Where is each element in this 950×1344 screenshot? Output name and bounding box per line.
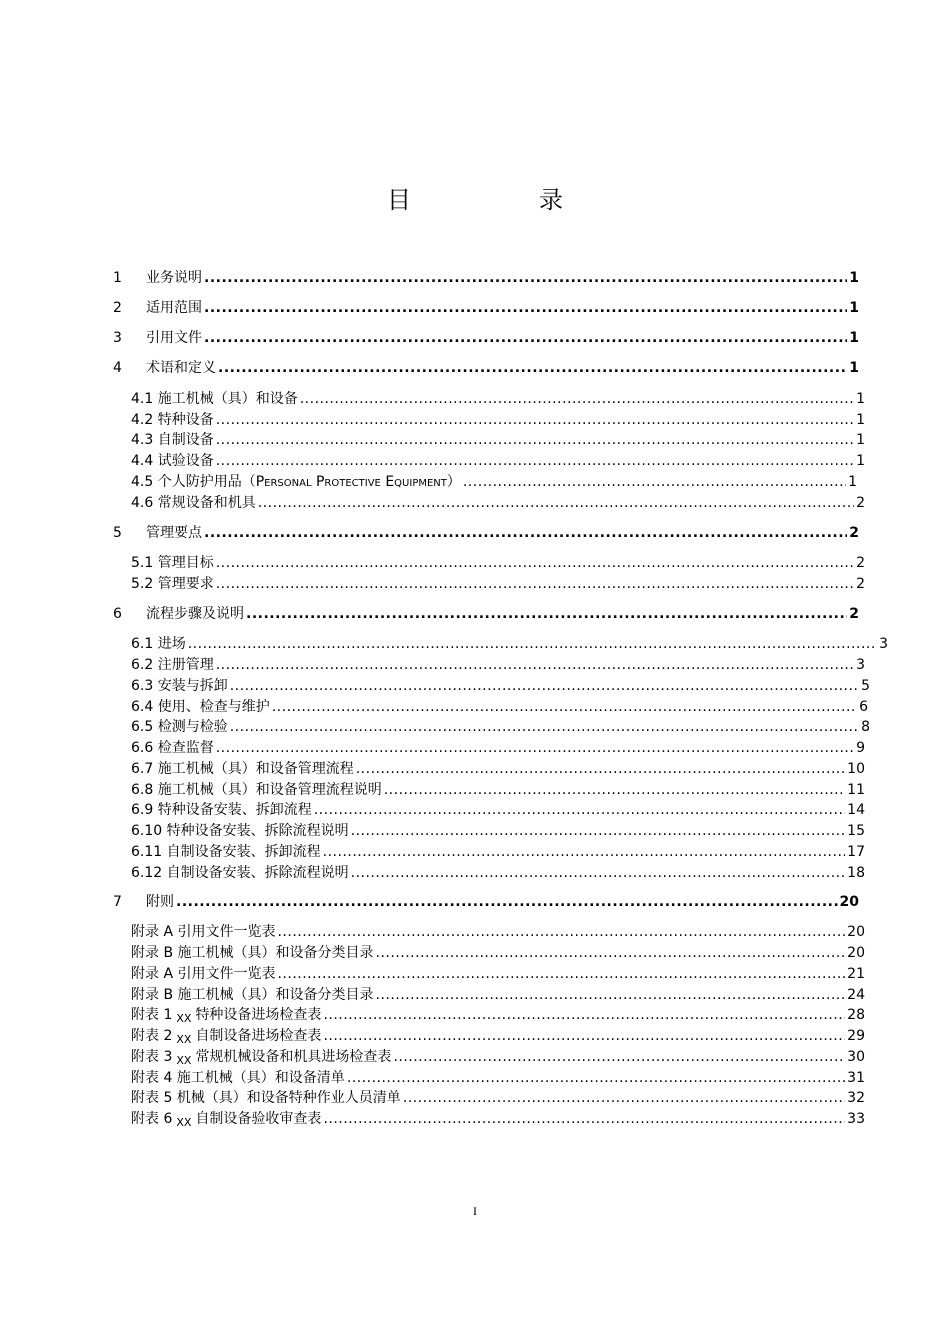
toc-entry-6-8[interactable] [131, 779, 865, 799]
toc-label: 流程步骤及说明 [146, 606, 244, 622]
toc-label: 4.6 常规设备和机具 [131, 495, 256, 511]
toc-leader [351, 865, 846, 881]
toc-leader [384, 782, 845, 798]
toc-leader [323, 1111, 845, 1127]
toc-label [131, 1108, 321, 1129]
toc-entry-6-5[interactable] [131, 716, 870, 736]
toc-page-number: 1 [856, 412, 865, 428]
toc-leader [204, 270, 847, 286]
toc-number: 2 [113, 300, 122, 316]
toc-label: 管理要点 [146, 525, 202, 541]
toc-page-number: 2 [856, 495, 865, 511]
toc-page-number: 1 [856, 432, 865, 448]
toc-entry-2[interactable] [113, 297, 859, 317]
toc-entry-6-4[interactable] [131, 696, 868, 716]
page-title: 目 录 [387, 186, 615, 214]
toc-label: 附则 [146, 894, 174, 910]
toc-number: 6 [113, 606, 122, 622]
toc-entry-appendix-b-2[interactable] [131, 984, 865, 1004]
toc-label-placeholder: XX [176, 1054, 192, 1067]
toc-page-number: 2 [856, 576, 865, 592]
toc-page-number: 2 [856, 555, 865, 571]
toc-entry-6-7[interactable] [131, 758, 865, 778]
toc-label-placeholder: XX [176, 1033, 192, 1046]
toc-label-english: Personal Protective Equipment [255, 474, 447, 490]
toc-leader [300, 391, 854, 407]
toc-entry-6-11[interactable] [131, 841, 865, 861]
toc-leader [323, 1028, 845, 1044]
toc-label: 6.4 使用、检查与维护 [131, 699, 270, 715]
toc-page-number: 24 [847, 987, 865, 1003]
toc-label: 4.4 试验设备 [131, 453, 214, 469]
toc-label: 6.12 自制设备安装、拆除流程说明 [131, 865, 349, 881]
toc-entry-4-2[interactable] [131, 409, 865, 429]
toc-leader [230, 719, 859, 735]
toc-label [131, 1046, 391, 1067]
toc-page-number: 31 [847, 1070, 865, 1086]
toc-page-number: 29 [847, 1028, 865, 1044]
toc-leader [216, 555, 854, 571]
toc-label: 附录 B 施工机械（具）和设备分类目录 [131, 945, 374, 961]
toc-page-number: 32 [847, 1090, 865, 1106]
toc-page-number: 20 [847, 924, 865, 940]
toc-entry-table-6[interactable] [131, 1108, 865, 1129]
toc-page-number: 30 [847, 1049, 865, 1065]
toc-number: 5 [113, 525, 122, 541]
toc-page-number: 1 [849, 330, 859, 346]
toc-entry-table-3[interactable] [131, 1046, 865, 1067]
toc-entry-table-2[interactable] [131, 1025, 865, 1046]
toc-leader [216, 453, 854, 469]
toc-entry-5-2[interactable] [131, 573, 865, 593]
toc-label: 6.11 自制设备安装、拆卸流程 [131, 844, 321, 860]
toc-label: 4.2 特种设备 [131, 412, 214, 428]
toc-page-number: 1 [848, 474, 857, 490]
toc-label: 6.5 检测与检验 [131, 719, 228, 735]
toc-page-number: 21 [847, 966, 865, 982]
toc-leader [272, 699, 857, 715]
toc-leader [347, 1070, 845, 1086]
toc-leader [323, 1007, 845, 1023]
toc-number: 4 [113, 360, 122, 376]
toc-entry-7[interactable] [113, 891, 859, 911]
toc-page-number: 17 [847, 844, 865, 860]
toc-leader [216, 576, 854, 592]
toc-entry-4-4[interactable] [131, 450, 865, 470]
toc-label: 6.2 注册管理 [131, 657, 214, 673]
toc-label-suffix: ） [446, 474, 461, 490]
toc-label: 5.1 管理目标 [131, 555, 214, 571]
toc-page-number: 10 [847, 761, 865, 777]
toc-page-number: 9 [856, 740, 865, 756]
toc-leader [246, 606, 847, 622]
toc-label: 6.3 安装与拆卸 [131, 678, 228, 694]
toc-label: 6.10 特种设备安装、拆除流程说明 [131, 823, 349, 839]
footer-page-number: I [473, 1204, 477, 1218]
toc-number: 7 [113, 894, 122, 910]
toc-label-prefix: 附表 2 [131, 1028, 173, 1044]
toc-leader [323, 844, 846, 860]
toc-leader [356, 761, 845, 777]
toc-page-number: 20 [839, 894, 859, 910]
toc-label: 附录 B 施工机械（具）和设备分类目录 [131, 987, 374, 1003]
toc-entry-3[interactable] [113, 327, 859, 347]
toc-leader [204, 300, 847, 316]
toc-label: 附表 5 机械（具）和设备特种作业人员清单 [131, 1090, 401, 1106]
toc-label-placeholder: XX [176, 1116, 192, 1129]
toc-page-number: 18 [847, 865, 865, 881]
toc-label-prefix: 附表 3 [131, 1049, 173, 1065]
toc-leader [204, 525, 847, 541]
toc-leader [188, 636, 877, 652]
toc-entry-6-9[interactable] [131, 799, 865, 819]
toc-entry-6-10[interactable] [131, 820, 865, 840]
toc-leader [351, 823, 846, 839]
toc-entry-4-1[interactable] [131, 388, 865, 408]
toc-entry-table-4[interactable] [131, 1067, 865, 1087]
toc-leader [277, 966, 845, 982]
toc-entry-table-1[interactable] [131, 1004, 865, 1025]
toc-label-placeholder: XX [176, 1012, 192, 1025]
toc-leader [176, 894, 838, 910]
toc-entry-5[interactable] [113, 522, 859, 542]
toc-page-number: 20 [847, 945, 865, 961]
toc-entry-6-1[interactable] [131, 633, 888, 653]
toc-label: 6.8 施工机械（具）和设备管理流程说明 [131, 782, 382, 798]
toc-entry-6-2[interactable] [131, 654, 865, 674]
toc-label: 4.3 自制设备 [131, 432, 214, 448]
toc-page-number: 11 [847, 782, 865, 798]
toc-entry-appendix-b[interactable] [131, 942, 865, 962]
toc-label: 术语和定义 [146, 360, 216, 376]
toc-leader [393, 1049, 845, 1065]
toc-label: 附表 4 施工机械（具）和设备清单 [131, 1070, 345, 1086]
toc-entry-4-5[interactable] [131, 471, 857, 491]
toc-leader [216, 740, 854, 756]
toc-label-title: 特种设备进场检查表 [195, 1007, 322, 1023]
toc-label-title: 常规机械设备和机具进场检查表 [195, 1049, 392, 1065]
toc-page-number: 1 [849, 360, 859, 376]
toc-leader [230, 678, 859, 694]
toc-leader [314, 802, 845, 818]
toc-page-number: 6 [859, 699, 868, 715]
toc-number: 3 [113, 330, 122, 346]
toc-label: 附录 A 引用文件一览表 [131, 924, 276, 940]
toc-label: 4.1 施工机械（具）和设备 [131, 391, 298, 407]
toc-page-number: 3 [879, 636, 888, 652]
toc-page-number: 1 [856, 453, 865, 469]
toc-page-number: 3 [856, 657, 865, 673]
toc-entry-4-6[interactable] [131, 492, 865, 512]
toc-label-prefix: 附表 6 [131, 1111, 173, 1127]
toc-entry-4-3[interactable] [131, 429, 865, 449]
toc-label: 适用范围 [146, 300, 202, 316]
toc-label: 6.9 特种设备安装、拆卸流程 [131, 802, 312, 818]
toc-leader [403, 1090, 845, 1106]
toc-leader [216, 412, 854, 428]
toc-label: 6.1 进场 [131, 636, 186, 652]
toc-label: 附录 A 引用文件一览表 [131, 966, 276, 982]
toc-entry-6-3[interactable] [131, 675, 870, 695]
toc-leader [218, 360, 847, 376]
toc-entry-6[interactable] [113, 603, 859, 623]
toc-label [131, 1004, 321, 1025]
toc-label: 6.7 施工机械（具）和设备管理流程 [131, 761, 354, 777]
toc-leader [376, 945, 846, 961]
toc-leader [463, 474, 846, 490]
toc-entry-6-6[interactable] [131, 737, 865, 757]
toc-label: 5.2 管理要求 [131, 576, 214, 592]
toc-label-prefix: 4.5 个人防护用品（ [131, 474, 256, 490]
toc-page-number: 15 [847, 823, 865, 839]
toc-page-number: 33 [847, 1111, 865, 1127]
toc-label: 6.6 检查监督 [131, 740, 214, 756]
toc-page-number: 2 [849, 606, 859, 622]
toc-leader [277, 924, 845, 940]
toc-page-number: 14 [847, 802, 865, 818]
toc-label-prefix: 附表 1 [131, 1007, 173, 1023]
toc-label-title: 自制设备验收审查表 [195, 1111, 322, 1127]
toc-label [131, 1025, 321, 1046]
toc-number: 1 [113, 270, 122, 286]
toc-page-number: 1 [849, 270, 859, 286]
toc-entry-appendix-a-2[interactable] [131, 963, 865, 983]
toc-page-number: 5 [861, 678, 870, 694]
toc-label: 业务说明 [146, 270, 202, 286]
toc-label: 引用文件 [146, 330, 202, 346]
toc-leader [258, 495, 854, 511]
toc-label [131, 471, 461, 491]
toc-page-number: 1 [849, 300, 859, 316]
toc-leader [216, 657, 854, 673]
toc-page-number: 8 [861, 719, 870, 735]
toc-page-number: 2 [849, 525, 859, 541]
toc-label-title: 自制设备进场检查表 [195, 1028, 322, 1044]
toc-leader [376, 987, 846, 1003]
toc-entry-5-1[interactable] [131, 552, 865, 572]
toc-leader [204, 330, 847, 346]
toc-entry-6-12[interactable] [131, 862, 865, 882]
toc-entry-1[interactable] [113, 267, 859, 287]
toc-entry-table-5[interactable] [131, 1087, 865, 1107]
toc-page-number: 1 [856, 391, 865, 407]
toc-leader [216, 432, 854, 448]
toc-page-number: 28 [847, 1007, 865, 1023]
toc-entry-appendix-a[interactable] [131, 921, 865, 941]
toc-entry-4[interactable] [113, 357, 859, 377]
